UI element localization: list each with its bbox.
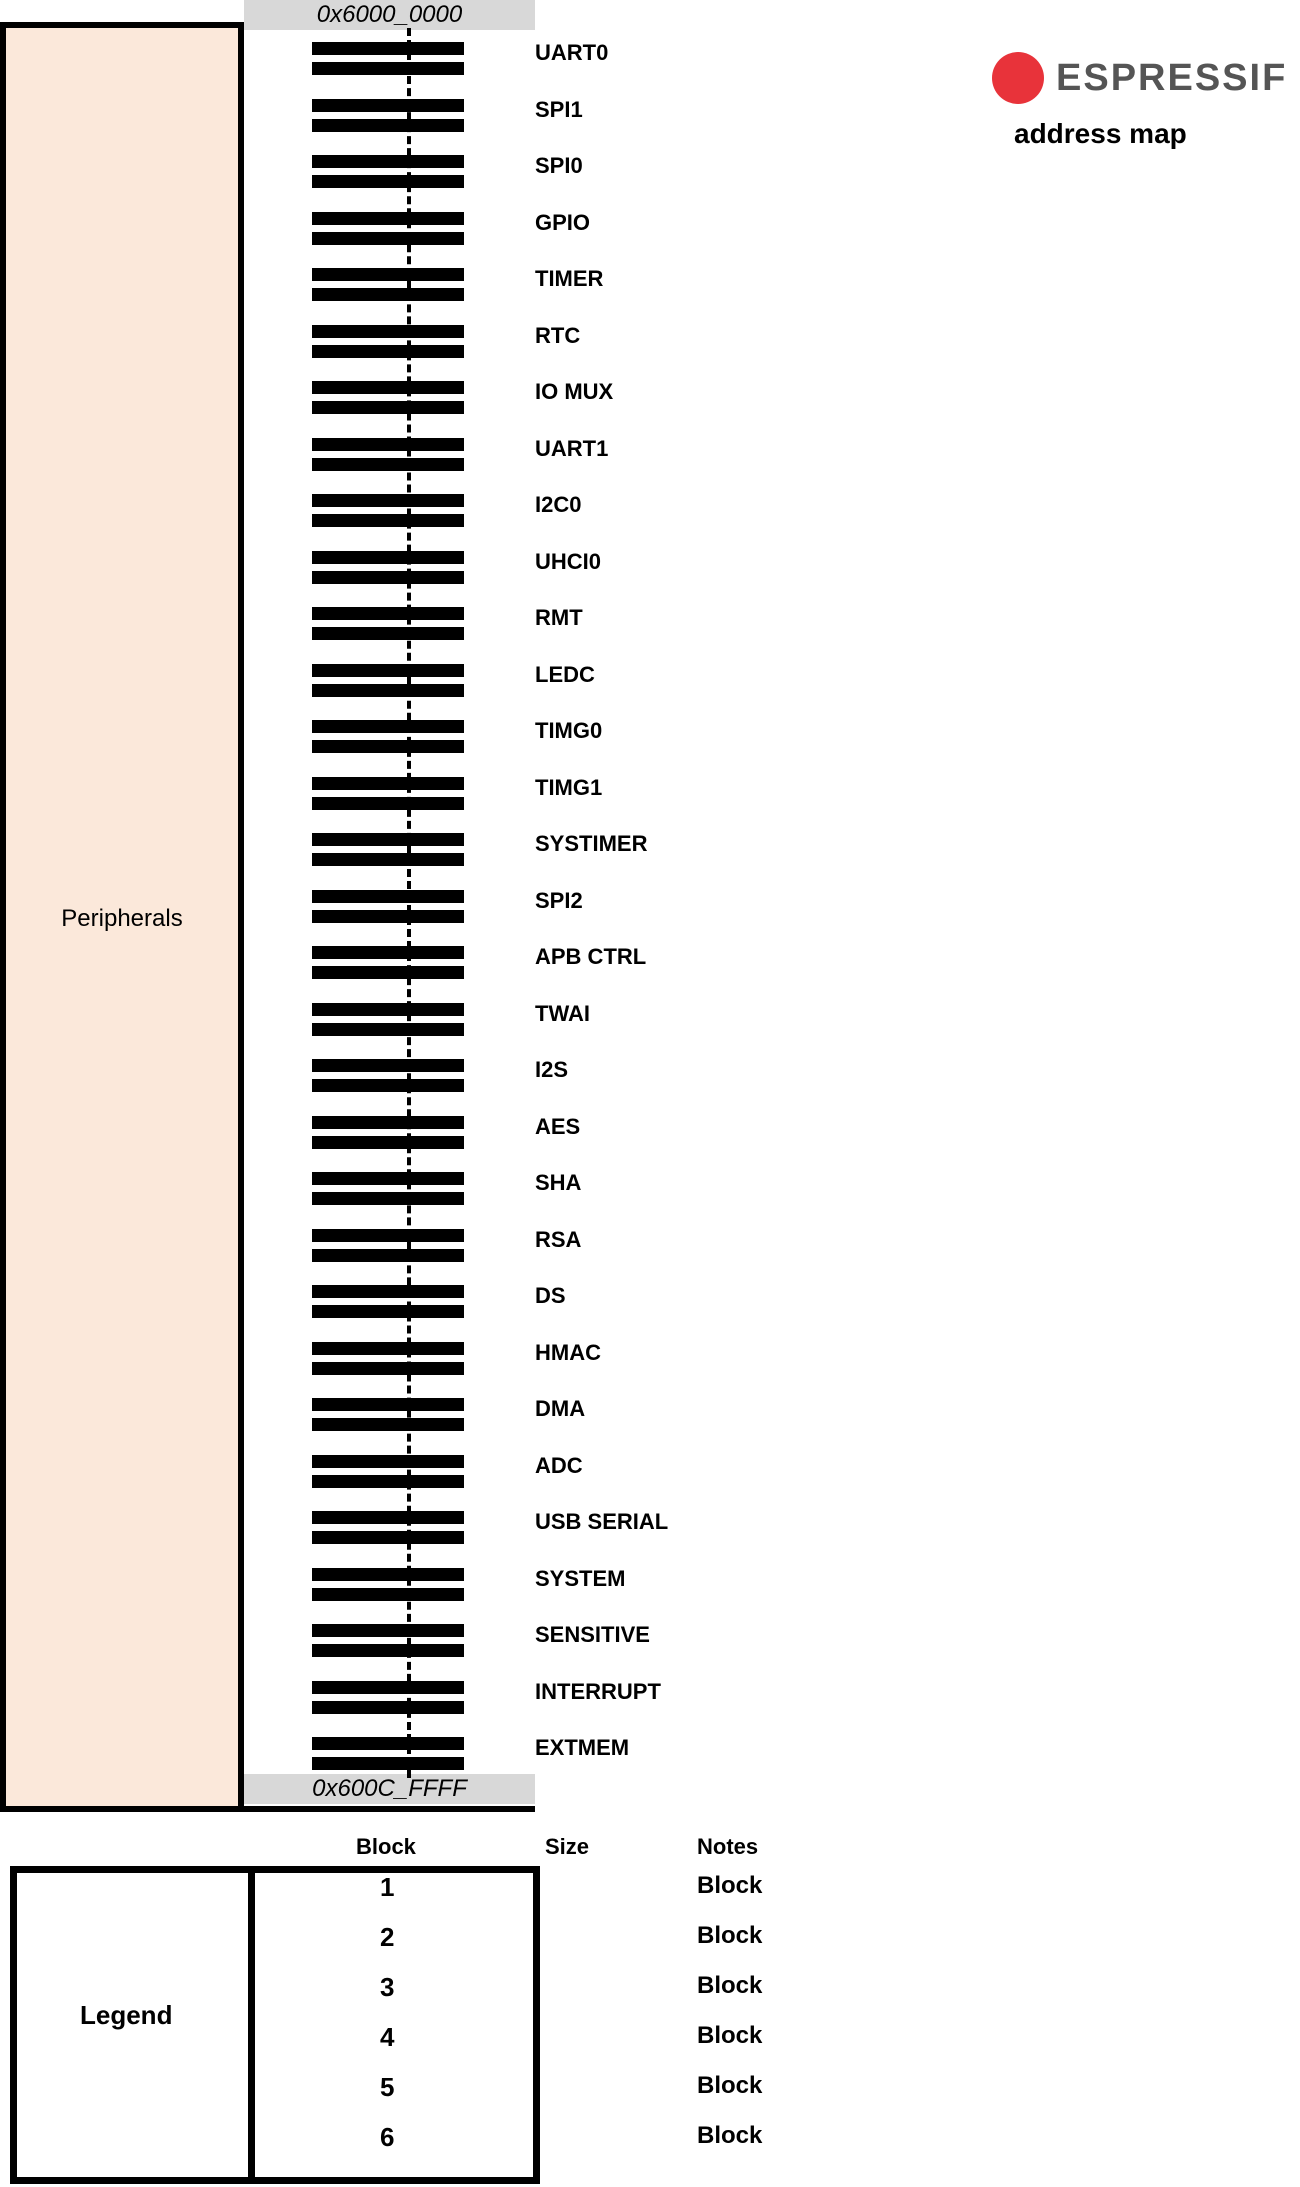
peripheral-name: TWAI: [535, 1000, 590, 1026]
address-block: [312, 175, 464, 188]
address-block: [312, 288, 464, 301]
address-block: [312, 1285, 464, 1298]
address-block: [312, 514, 464, 527]
address-block: [312, 1681, 464, 1694]
address-block: [312, 797, 464, 810]
address-block: [312, 345, 464, 358]
legend-row-description: Block: [697, 2072, 763, 2099]
end-address: 0x600C_FFFF: [244, 1774, 535, 1804]
address-block: [312, 325, 464, 338]
legend-row-number: 6: [380, 2122, 395, 2152]
peripheral-name: TIMG0: [535, 718, 603, 743]
peripheral-name: RSA: [535, 1226, 582, 1252]
peripheral-name: LEDC: [535, 661, 595, 687]
legend-row-description: Block: [697, 2022, 763, 2049]
address-block: [312, 740, 464, 753]
address-block: [312, 1511, 464, 1524]
logo-icon: [992, 52, 1044, 104]
address-block: [312, 1342, 464, 1355]
address-block: [312, 494, 464, 507]
address-block: [312, 1644, 464, 1657]
address-block: [312, 1059, 464, 1072]
start-address: 0x6000_0000: [244, 0, 535, 30]
peripheral-name: AES: [535, 1113, 581, 1139]
legend-header-size: Size: [545, 1834, 590, 1859]
legend-row-number: 2: [380, 1922, 395, 1952]
address-block: [312, 1757, 464, 1770]
peripheral-name: SENSITIVE: [535, 1622, 650, 1647]
peripheral-name: SPI1: [535, 96, 583, 122]
peripheral-name: I2S: [535, 1057, 569, 1082]
address-block: [312, 119, 464, 132]
peripheral-name: UHCI0: [535, 548, 602, 574]
peripheral-name: I2C0: [535, 492, 582, 517]
address-block: [312, 155, 464, 168]
address-block: [312, 268, 464, 281]
address-block: [312, 1023, 464, 1036]
address-block: [312, 664, 464, 677]
address-block: [312, 1172, 464, 1185]
address-block: [312, 62, 464, 75]
peripheral-name: IO MUX: [535, 379, 614, 404]
address-block: [312, 910, 464, 923]
address-block: [312, 401, 464, 414]
legend-row-number: 5: [380, 2072, 395, 2102]
legend-row-description: Block: [697, 1972, 763, 1999]
address-block: [312, 833, 464, 846]
legend-header-notes: Notes: [697, 1834, 759, 1859]
peripheral-name: SYSTEM: [535, 1565, 626, 1591]
peripheral-name: INTERRUPT: [535, 1678, 661, 1704]
address-block: [312, 1701, 464, 1714]
legend-row-number: 4: [380, 2022, 395, 2052]
peripheral-name: GPIO: [535, 209, 591, 235]
address-block: [312, 1079, 464, 1092]
address-block: [312, 720, 464, 733]
peripheral-name: USB SERIAL: [535, 1509, 669, 1534]
address-block: [312, 1737, 464, 1750]
address-block: [312, 551, 464, 564]
legend-row-description: Block: [697, 2122, 763, 2149]
address-block: [312, 1305, 464, 1318]
legend-header-block: Block: [356, 1834, 416, 1859]
address-block: [312, 212, 464, 225]
address-block: [312, 381, 464, 394]
legend-row-description: Block: [697, 1872, 763, 1899]
peripheral-name: RMT: [535, 605, 583, 630]
peripheral-name: SYSTIMER: [535, 831, 648, 856]
peripheral-name: SPI0: [535, 153, 583, 178]
legend-row-description: Block: [697, 1922, 763, 1949]
address-block: [312, 1249, 464, 1262]
logo-brand: ESPRESSIF: [1056, 57, 1288, 99]
address-block: [312, 777, 464, 790]
legend-row-number: 1: [380, 1872, 395, 1902]
peripheral-name: ADC: [535, 1452, 583, 1478]
region-label: Peripherals: [61, 905, 183, 932]
address-block: [312, 1398, 464, 1411]
logo-subtitle: address map: [1014, 118, 1187, 149]
address-block: [312, 946, 464, 959]
address-block: [312, 1116, 464, 1129]
peripheral-name: TIMG1: [535, 774, 603, 800]
address-block: [312, 1192, 464, 1205]
address-block: [312, 1568, 464, 1581]
address-block: [312, 1475, 464, 1488]
peripheral-name: UART1: [535, 435, 609, 461]
address-block: [312, 1531, 464, 1544]
peripheral-name: UART0: [535, 40, 609, 65]
address-block: [312, 684, 464, 697]
address-block: [312, 627, 464, 640]
address-block: [312, 1136, 464, 1149]
address-block: [312, 607, 464, 620]
address-block: [312, 42, 464, 55]
peripheral-name: DS: [535, 1283, 566, 1308]
address-block: [312, 232, 464, 245]
legend-row-number: 3: [380, 1972, 395, 2002]
address-block: [312, 571, 464, 584]
address-block: [312, 438, 464, 451]
address-block: [312, 1229, 464, 1242]
address-block: [312, 1362, 464, 1375]
peripheral-name: HMAC: [535, 1339, 601, 1365]
address-block: [312, 1455, 464, 1468]
address-block: [312, 853, 464, 866]
peripheral-name: EXTMEM: [535, 1735, 630, 1760]
peripheral-name: RTC: [535, 322, 581, 348]
peripheral-name: TIMER: [535, 266, 604, 291]
legend-title: Legend: [80, 2000, 173, 2030]
address-block: [312, 1003, 464, 1016]
address-block: [312, 1418, 464, 1431]
peripheral-name: APB CTRL: [535, 944, 647, 969]
address-block: [312, 890, 464, 903]
peripheral-name: SPI2: [535, 887, 583, 913]
address-block: [312, 1624, 464, 1637]
peripheral-name: DMA: [535, 1396, 586, 1421]
address-block: [312, 458, 464, 471]
address-block: [312, 99, 464, 112]
legend-divider: [248, 1866, 255, 2184]
address-block: [312, 1588, 464, 1601]
peripheral-name: SHA: [535, 1170, 582, 1195]
address-block: [312, 966, 464, 979]
